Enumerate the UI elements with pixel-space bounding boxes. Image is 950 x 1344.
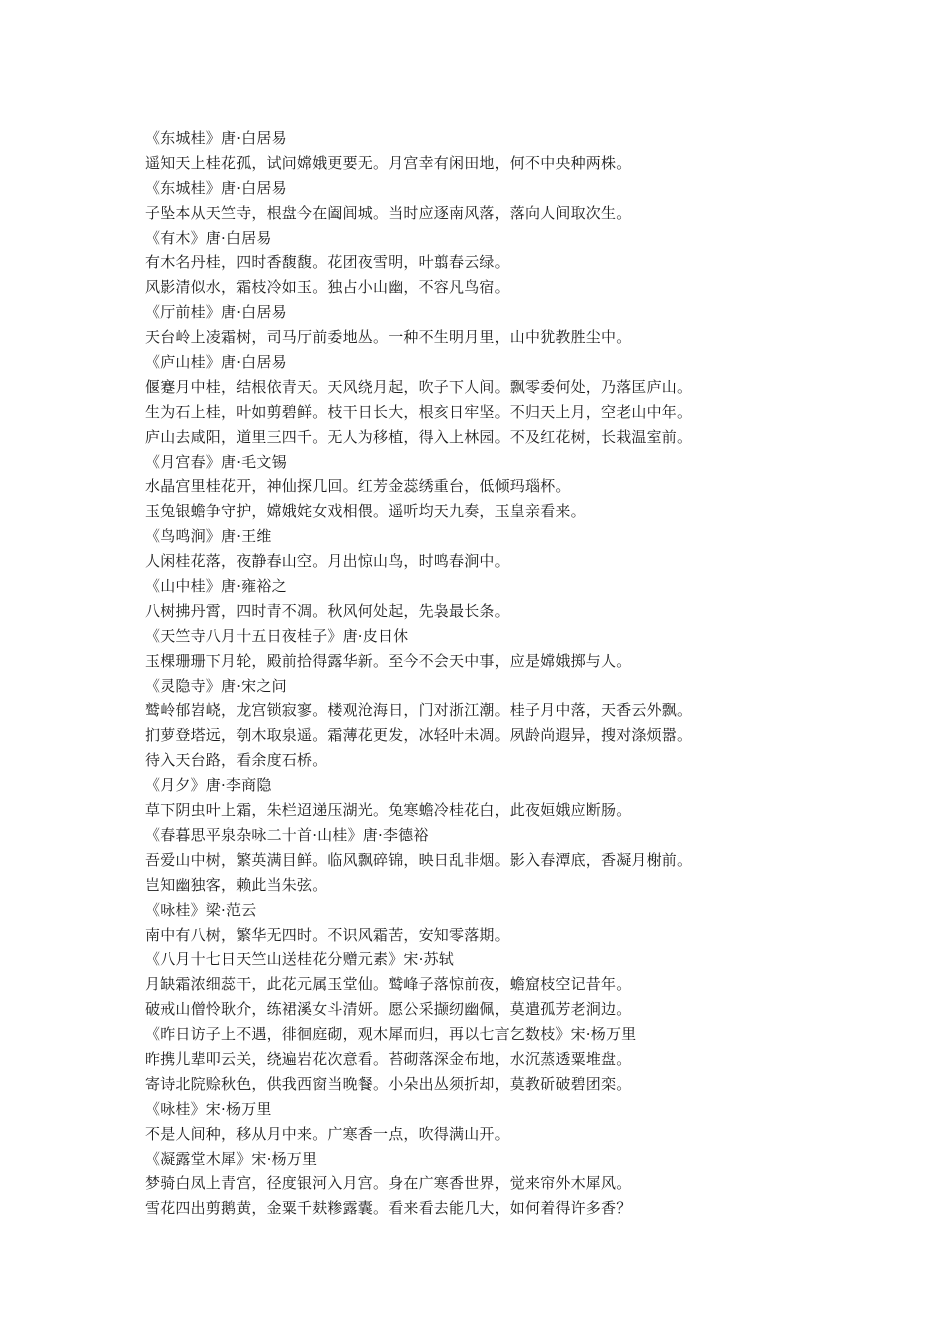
poem-title: 《东城桂》唐·白居易 [145,129,287,147]
poem-title: 《有木》唐·白居易 [145,228,272,247]
poem-verse: 有木名丹桂，四时香馥馥。花团夜雪明，叶翦春云绿。 [145,253,510,272]
poem-title: 《八月十七日天竺山送桂花分赠元素》宋·苏轼 [145,950,454,969]
poem-verse: 破戒山僧怜耿介，练裙溪女斗清妍。愿公采撷纫幽佩，莫遣孤芳老涧边。 [145,1000,632,1019]
poem-verse: 梦骑白凤上青宫，径度银河入月宫。身在广寒香世界，觉来帘外木犀风。 [145,1174,632,1193]
poem-verse: 庐山去咸阳，道里三四千。无人为移植，得入上林园。不及红花树，长栽温室前。 [145,427,693,446]
poem-verse: 水晶宫里桂花开，神仙探几回。红芳金蕊绣重台，低倾玛瑙杯。 [145,477,571,496]
poem-title: 《咏桂》梁·范云 [145,900,257,919]
poem-verse: 昨携儿辈叩云关，绕遍岩花次意看。苔砌落深金布地，水沉蒸透粟堆盘。 [145,1049,632,1068]
poem-title: 《东城桂》唐·白居易 [145,178,287,197]
poem-title: 《昨日访子上不遇，徘徊庭砌，观木犀而归，再以七言乞数枝》宋·杨万里 [145,1025,637,1044]
poem-collection [145,126,905,1221]
poem-title: 《庐山桂》唐·白居易 [145,353,287,372]
poem-verse: 扪萝登塔远，刳木取泉遥。霜薄花更发，冰轻叶未凋。夙龄尚遐异，搜对涤烦嚣。 [145,726,693,745]
poem-verse: 寄诗北院赊秋色，供我西窗当晚餐。小朵出丛须折却，莫教斫破碧团栾。 [145,1074,632,1093]
poem-verse: 月缺霜浓细蕊干，此花元属玉堂仙。鹫峰子落惊前夜，蟾窟枝空记昔年。 [145,975,632,994]
poem-title: 《月宫春》唐·毛文锡 [145,452,287,471]
poem-title: 《凝露堂木犀》宋·杨万里 [145,1149,318,1168]
poem-verse: 待入天台路，看余度石桥。 [145,751,328,770]
poem-title: 《鸟鸣涧》唐·王维 [145,527,272,546]
poem-title: 《春暮思平泉杂咏二十首·山桂》唐·李德裕 [145,825,429,844]
poem-verse: 鹫岭郁岧峣，龙宫锁寂寥。楼观沧海日，门对浙江潮。桂子月中落，天香云外飘。 [145,701,693,720]
poem-verse: 八树拂丹霄，四时青不凋。秋风何处起，先袅最长条。 [145,601,510,620]
poem-verse: 人闲桂花落，夜静春山空。月出惊山鸟，时鸣春涧中。 [145,552,510,571]
poem-title: 《灵隐寺》唐·宋之问 [145,676,287,695]
poem-verse: 南中有八树，繁华无四时。不识风霜苦，安知零落期。 [145,925,510,944]
poem-verse: 雪花四出剪鹅黄，金粟千麸糁露囊。看来看去能几大，如何着得许多香？ [145,1199,632,1218]
poem-verse: 子坠本从天竺寺，根盘今在阖闾城。当时应逐南风落，落向人间取次生。 [145,203,632,222]
poem-verse: 不是人间种，移从月中来。广寒香一点，吹得满山开。 [145,1124,510,1143]
poem-title: 《月夕》唐·李商隐 [145,776,272,795]
poem-verse: 遥知天上桂花孤，试问嫦娥更要无。月宫幸有闲田地，何不中央种两株。 [145,153,632,172]
poem-title: 《咏桂》宋·杨万里 [145,1099,272,1118]
poem-title: 《天竺寺八月十五日夜桂子》唐·皮日休 [145,626,409,645]
poem-verse: 吾爱山中树，繁英满目鲜。临风飘碎锦，映日乱非烟。影入春潭底，香凝月榭前。 [145,850,693,869]
poem-verse: 风影清似水，霜枝冷如玉。独占小山幽，不容凡鸟宿。 [145,278,510,297]
poem-verse: 玉棵珊珊下月轮，殿前拾得露华新。至今不会天中事，应是嫦娥掷与人。 [145,651,632,670]
poem-title: 《厅前桂》唐·白居易 [145,303,287,322]
poem-verse: 玉兔银蟾争守护，嫦娥姹女戏相偎。遥听均天九奏，玉皇亲看来。 [145,502,586,521]
poem-verse: 岂知幽独客，赖此当朱弦。 [145,875,328,894]
poem-title: 《山中桂》唐·雍裕之 [145,577,287,596]
poem-verse: 草下阴虫叶上霜，朱栏迢递压湖光。兔寒蟾冷桂花白，此夜姮娥应断肠。 [145,801,632,820]
poem-verse: 天台岭上凌霜树，司马厅前委地丛。一种不生明月里，山中犹教胜尘中。 [145,328,632,347]
poem-verse: 偃蹇月中桂，结根依青天。天风绕月起，吹子下人间。飘零委何处，乃落匡庐山。 [145,377,693,396]
poem-verse: 生为石上桂，叶如剪碧鲜。枝干日长大，根亥日牢坚。不归天上月，空老山中年。 [145,402,693,421]
